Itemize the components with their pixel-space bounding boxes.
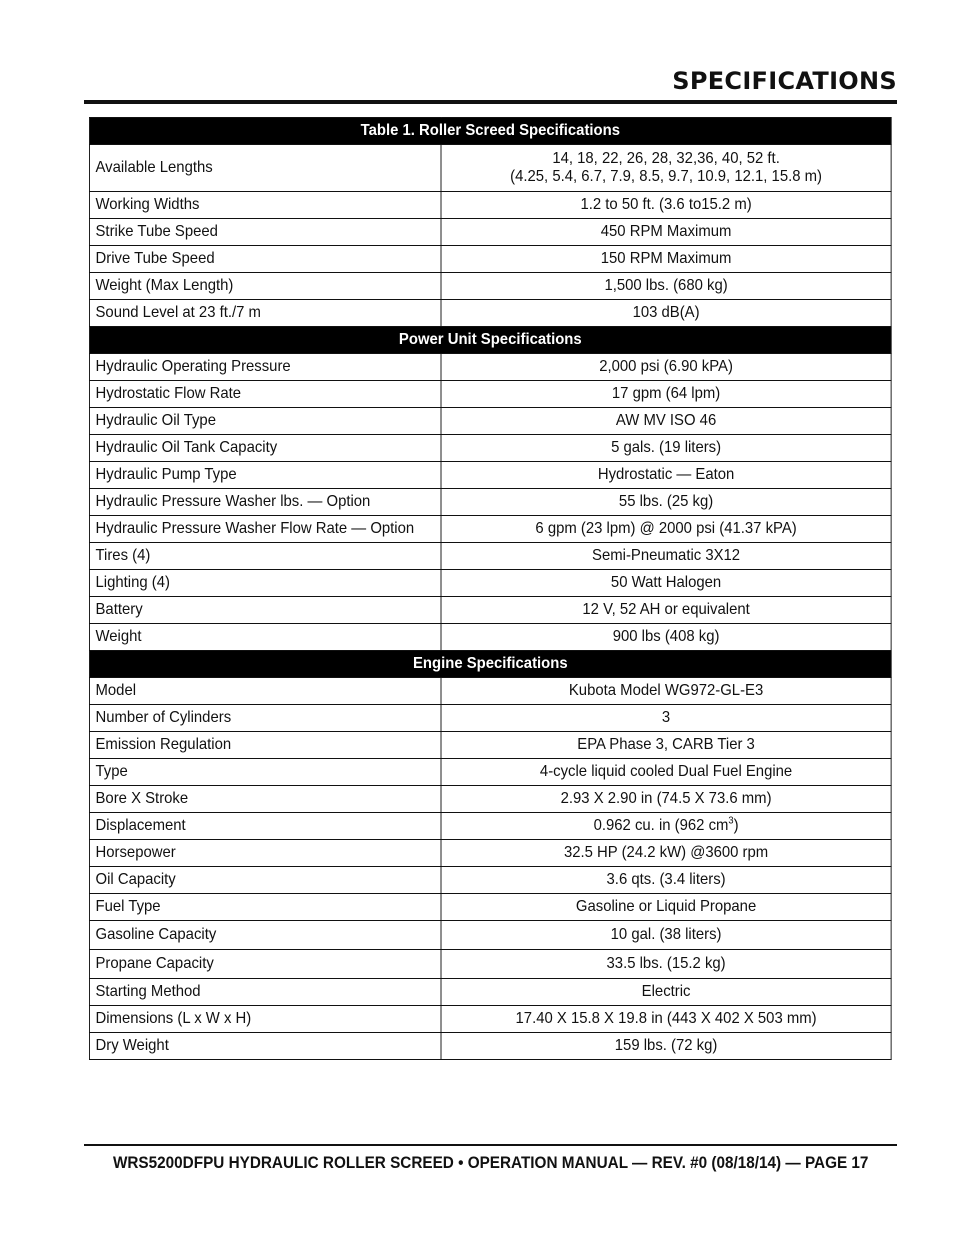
table-row xyxy=(89,786,891,813)
table-row xyxy=(89,408,891,435)
table-row xyxy=(89,543,891,570)
page-title: SPECIFICATIONS xyxy=(672,67,897,95)
table-row xyxy=(89,732,891,759)
spec-value: Electric xyxy=(441,979,891,1006)
spec-value: 450 RPM Maximum xyxy=(441,219,891,246)
spec-value: 159 lbs. (72 kg) xyxy=(441,1033,891,1060)
spec-label: Hydraulic Pressure Washer lbs. — Option xyxy=(89,489,441,516)
table-row xyxy=(89,1033,891,1060)
spec-value: 12 V, 52 AH or equivalent xyxy=(441,597,891,624)
spec-label: Hydraulic Pump Type xyxy=(89,462,441,489)
table-row xyxy=(89,921,891,950)
table-row xyxy=(89,597,891,624)
spec-label: Fuel Type xyxy=(89,894,441,921)
table-row xyxy=(89,867,891,894)
spec-value: 4-cycle liquid cooled Dual Fuel Engine xyxy=(441,759,891,786)
section-header-row xyxy=(89,651,891,678)
table-row xyxy=(89,894,891,921)
spec-value: Gasoline or Liquid Propane xyxy=(441,894,891,921)
spec-value: 32.5 HP (24.2 kW) @3600 rpm xyxy=(441,840,891,867)
spec-label: Hydrostatic Flow Rate xyxy=(89,381,441,408)
spec-label: Bore X Stroke xyxy=(89,786,441,813)
footer-divider xyxy=(84,1144,897,1146)
spec-value xyxy=(441,145,891,192)
section-title: Engine Specifications xyxy=(89,651,891,678)
spec-value: 2,000 psi (6.90 kPA) xyxy=(441,354,891,381)
table-row xyxy=(89,145,891,192)
table-row xyxy=(89,462,891,489)
spec-label: Hydraulic Oil Type xyxy=(89,408,441,435)
spec-label: Horsepower xyxy=(89,840,441,867)
table-row xyxy=(89,300,891,327)
table-row xyxy=(89,381,891,408)
spec-label: Weight xyxy=(89,624,441,651)
spec-value: 55 lbs. (25 kg) xyxy=(441,489,891,516)
table-row xyxy=(89,219,891,246)
spec-label: Drive Tube Speed xyxy=(89,246,441,273)
table-row xyxy=(89,979,891,1006)
table-row xyxy=(89,246,891,273)
table-row xyxy=(89,759,891,786)
table-row xyxy=(89,516,891,543)
spec-label: Gasoline Capacity xyxy=(89,921,441,950)
spec-label: Hydraulic Oil Tank Capacity xyxy=(89,435,441,462)
spec-value: 1.2 to 50 ft. (3.6 to15.2 m) xyxy=(441,192,891,219)
spec-value: 5 gals. (19 liters) xyxy=(441,435,891,462)
spec-label: Type xyxy=(89,759,441,786)
spec-label: Tires (4) xyxy=(89,543,441,570)
table-row xyxy=(89,489,891,516)
spec-value xyxy=(441,813,891,840)
spec-value: 2.93 X 2.90 in (74.5 X 73.6 mm) xyxy=(441,786,891,813)
table-row xyxy=(89,813,891,840)
table-row xyxy=(89,705,891,732)
spec-label: Strike Tube Speed xyxy=(89,219,441,246)
section-header-row xyxy=(89,327,891,354)
spec-value: AW MV ISO 46 xyxy=(441,408,891,435)
spec-value: 17 gpm (64 lpm) xyxy=(441,381,891,408)
specifications-table xyxy=(89,117,892,1060)
spec-label: Battery xyxy=(89,597,441,624)
spec-label: Propane Capacity xyxy=(89,950,441,979)
spec-value: 6 gpm (23 lpm) @ 2000 psi (41.37 kPA) xyxy=(441,516,891,543)
spec-value: 3.6 qts. (3.4 liters) xyxy=(441,867,891,894)
spec-label: Emission Regulation xyxy=(89,732,441,759)
spec-value: 900 lbs (408 kg) xyxy=(441,624,891,651)
spec-label: Hydraulic Pressure Washer Flow Rate — Option xyxy=(89,516,441,543)
spec-value: 150 RPM Maximum xyxy=(441,246,891,273)
superscript: 3 xyxy=(728,815,734,827)
spec-value: 17.40 X 15.8 X 19.8 in (443 X 402 X 503 mm) xyxy=(441,1006,891,1033)
spec-value-line: (4.25, 5.4, 6.7, 7.9, 8.5, 9.7, 10.9, 12.1, 15.8 m) xyxy=(510,168,822,185)
title-divider xyxy=(84,100,897,104)
spec-value: Kubota Model WG972-GL-E3 xyxy=(441,678,891,705)
spec-label: Working Widths xyxy=(89,192,441,219)
spec-value: Hydrostatic — Eaton xyxy=(441,462,891,489)
spec-value: Semi-Pneumatic 3X12 xyxy=(441,543,891,570)
spec-label: Starting Method xyxy=(89,979,441,1006)
spec-value: EPA Phase 3, CARB Tier 3 xyxy=(441,732,891,759)
spec-label: Dry Weight xyxy=(89,1033,441,1060)
spec-value: 10 gal. (38 liters) xyxy=(441,921,891,950)
spec-label: Weight (Max Length) xyxy=(89,273,441,300)
spec-label: Number of Cylinders xyxy=(89,705,441,732)
section-header-row xyxy=(89,118,891,145)
table-row xyxy=(89,354,891,381)
table-row xyxy=(89,678,891,705)
spec-value-line: 14, 18, 22, 26, 28, 32,36, 40, 52 ft. xyxy=(552,150,780,167)
spec-value: 3 xyxy=(441,705,891,732)
spec-label: Sound Level at 23 ft./7 m xyxy=(89,300,441,327)
table-row xyxy=(89,950,891,979)
spec-value-suffix: ) xyxy=(733,817,739,834)
spec-label: Hydraulic Operating Pressure xyxy=(89,354,441,381)
page-footer: WRS5200DFPU HYDRAULIC ROLLER SCREED • OPERATION MANUAL — REV. #0 (08/18/14) — PAGE 17 xyxy=(112,1153,868,1172)
section-title: Power Unit Specifications xyxy=(89,327,891,354)
spec-value: 50 Watt Halogen xyxy=(441,570,891,597)
table-row xyxy=(89,273,891,300)
spec-label: Oil Capacity xyxy=(89,867,441,894)
spec-label: Lighting (4) xyxy=(89,570,441,597)
spec-value-text: 0.962 cu. in (962 cm xyxy=(593,817,729,834)
table-row xyxy=(89,1006,891,1033)
spec-value: 33.5 lbs. (15.2 kg) xyxy=(441,950,891,979)
table-row xyxy=(89,192,891,219)
spec-label: Displacement xyxy=(89,813,441,840)
table-row xyxy=(89,840,891,867)
spec-label: Available Lengths xyxy=(89,145,441,192)
spec-label: Dimensions (L x W x H) xyxy=(89,1006,441,1033)
spec-value: 103 dB(A) xyxy=(441,300,891,327)
spec-label: Model xyxy=(89,678,441,705)
table-row xyxy=(89,435,891,462)
section-title: Table 1. Roller Screed Specifications xyxy=(89,118,891,145)
spec-value: 1,500 lbs. (680 kg) xyxy=(441,273,891,300)
table-row xyxy=(89,570,891,597)
table-row xyxy=(89,624,891,651)
